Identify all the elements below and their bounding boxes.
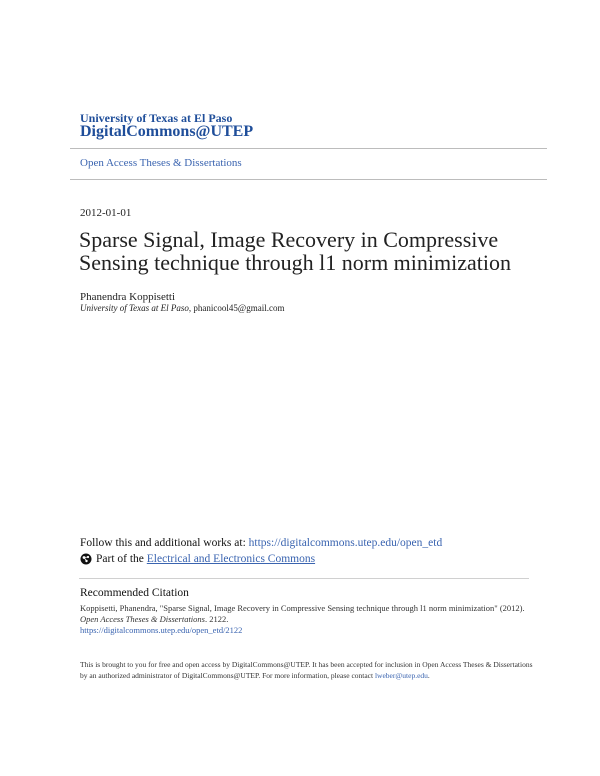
affiliation-email: , phanicool45@gmail.com	[188, 303, 285, 313]
citation-series: Open Access Theses & Dissertations	[80, 614, 205, 624]
publication-date: 2012-01-01	[80, 207, 132, 219]
commons-link[interactable]: Electrical and Electronics Commons	[146, 553, 316, 565]
contact-email-link[interactable]: lweber@utep.edu	[374, 671, 428, 680]
series-divider	[70, 179, 547, 180]
part-of-line	[80, 553, 315, 565]
access-notice	[80, 659, 540, 681]
citation-number: . 2122.	[204, 614, 229, 624]
citation-divider	[79, 578, 529, 579]
follow-link[interactable]: https://digitalcommons.utep.edu/open_etd	[248, 537, 443, 549]
citation-heading: Recommended Citation	[80, 587, 189, 599]
citation-line-1: Koppisetti, Phanendra, "Sparse Signal, Image Recovery in Compressive Sensing technique through l1 norm minimization" (2012).	[80, 603, 525, 613]
part-of-label: Part of the	[96, 553, 144, 565]
citation-link[interactable]: https://digitalcommons.utep.edu/open_etd/2122	[80, 625, 243, 635]
top-divider	[70, 148, 547, 149]
citation-line-2	[80, 614, 540, 625]
author-name: Phanendra Koppisetti	[80, 291, 176, 303]
author-affiliation	[80, 303, 284, 313]
document-title: Sparse Signal, Image Recovery in Compressive Sensing technique through l1 norm minimization	[79, 227, 511, 275]
university-name: University of Texas at El Paso	[80, 111, 233, 125]
follow-label: Follow this and additional works at:	[80, 537, 249, 549]
affiliation-institution: University of Texas at El Paso	[80, 303, 189, 313]
follow-line	[80, 537, 442, 549]
repository-name: DigitalCommons@UTEP	[80, 123, 254, 140]
notice-text: This is brought to you for free and open access by DigitalCommons@UTEP. It has been accepted for inclusion in Open Access Theses & Dissertations by an authorized administrator of DigitalCommons@UTEP. For more information, please contact	[80, 660, 533, 680]
series-link[interactable]: Open Access Theses & Dissertations	[80, 157, 242, 169]
citation-body	[80, 603, 540, 636]
network-icon	[80, 553, 92, 565]
notice-end: .	[427, 671, 430, 680]
